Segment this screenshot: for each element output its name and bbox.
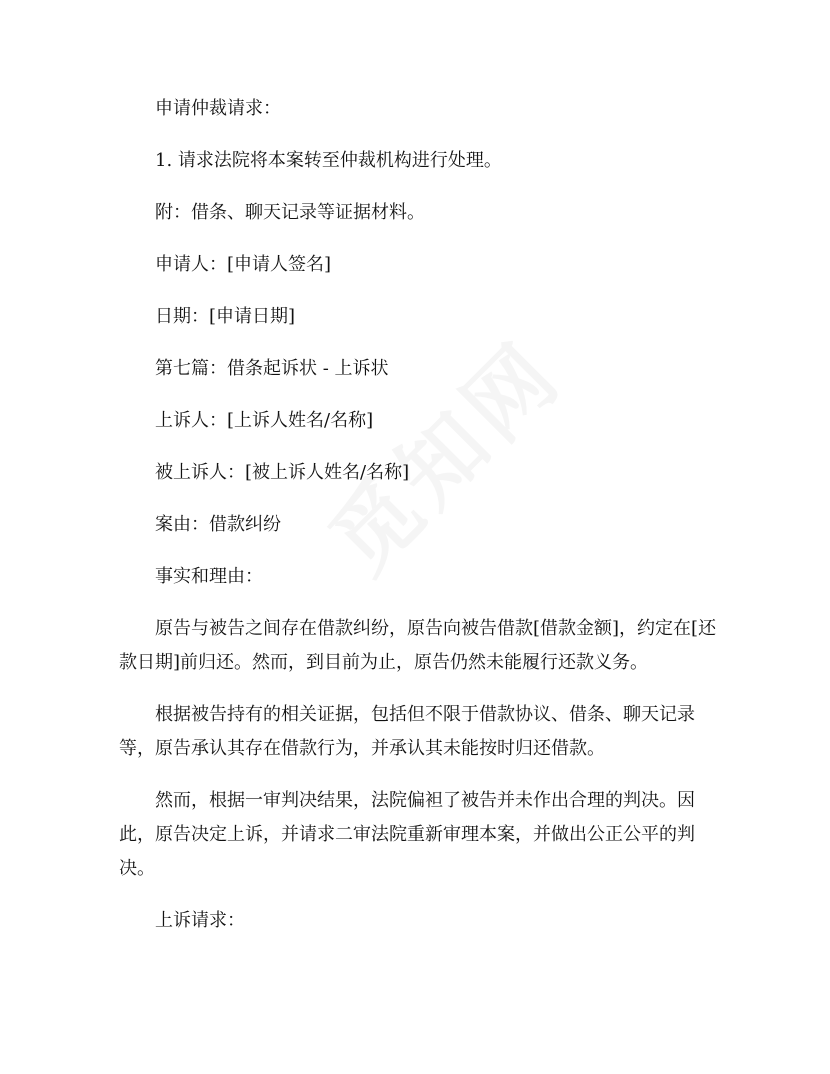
paragraph-section-title: 第七篇：借条起诉状 - 上诉状	[155, 358, 389, 379]
paragraph-cause: 案由：借款纠纷	[155, 514, 281, 535]
paragraph-appellee: 被上诉人：[被上诉人姓名/名称]	[155, 462, 410, 483]
paragraph-attachments: 附：借条、聊天记录等证据材料。	[155, 202, 425, 223]
paragraph-appellant: 上诉人：[上诉人姓名/名称]	[155, 410, 374, 431]
paragraph-applicant: 申请人：[申请人签名]	[155, 254, 332, 275]
document-body	[119, 92, 719, 956]
paragraph-date: 日期：[申请日期]	[155, 306, 296, 327]
paragraph-arbitration-request-title: 申请仲裁请求：	[155, 98, 281, 119]
paragraph-facts-3: 然而，根据一审判决结果，法院偏袒了被告并未作出合理的判决。因此，原告决定上诉，并请求二审法院重新审理本案，并做出公正公平的判决。	[119, 790, 695, 879]
paragraph-appeal-request-title: 上诉请求：	[155, 910, 245, 931]
paragraph-facts-1: 原告与被告之间存在借款纠纷，原告向被告借款[借款金额]，约定在[还款日期]前归还。然而，到目前为止，原告仍然未能履行还款义务。	[119, 618, 717, 673]
paragraph-facts-2: 根据被告持有的相关证据，包括但不限于借款协议、借条、聊天记录等，原告承认其存在借款行为，并承认其未能按时归还借款。	[119, 704, 695, 759]
paragraph-arbitration-request-item-1: 1. 请求法院将本案转至仲裁机构进行处理。	[155, 150, 502, 171]
paragraph-facts-title: 事实和理由：	[155, 566, 263, 587]
